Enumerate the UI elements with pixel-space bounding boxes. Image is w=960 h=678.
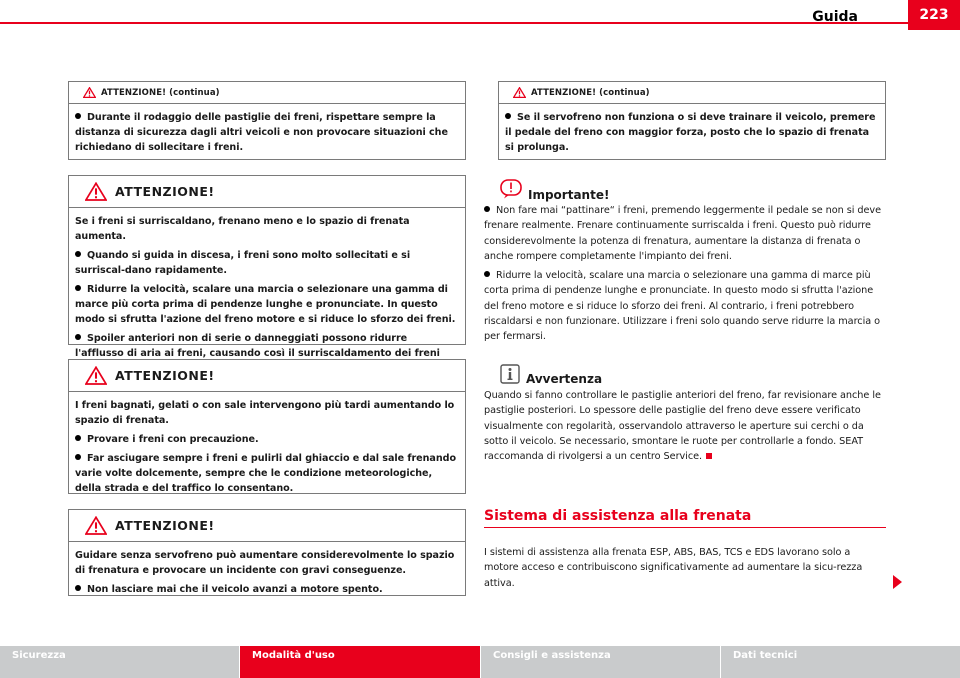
warning-box-no-servo <box>68 509 466 596</box>
warning-box-continued-right <box>498 81 886 160</box>
warning-triangle-icon <box>85 366 107 385</box>
header-rule <box>0 22 908 24</box>
chapter-title: Guida <box>812 9 858 25</box>
footer-tab-sicurezza[interactable]: Sicurezza <box>0 646 240 678</box>
warning-box-body <box>499 104 885 161</box>
warning-box-title: ATTENZIONE! <box>115 184 215 199</box>
important-heading <box>500 176 609 202</box>
warning-box-header <box>69 176 465 208</box>
footer-tab-dati-tecnici[interactable]: Dati tecnici <box>720 646 960 678</box>
warning-box-header <box>69 82 465 104</box>
warning-item: Ridurre la velocità, scalare una marcia o selezionare una gamma di marce più corta prima di pendenze lunghe e pronunciate. In questo modo si sfrutta l'azione del freno motore e si riduce lo sforzo dei freni. <box>75 284 456 325</box>
important-body <box>484 203 886 349</box>
note-title: Avvertenza <box>526 372 603 386</box>
warning-box-header <box>69 360 465 392</box>
warning-box-body <box>69 104 465 161</box>
warning-box-body <box>69 392 465 502</box>
warning-triangle-icon <box>83 87 96 98</box>
important-item: Non fare mai “pattinare“ i freni, premendo leggermente il pedale se non si deve frenare realmente. Frenare continuamente surriscalda i freni. Questo può ridurre considerevolmente la potenza di frenatura, aumentare la distanza di frenata o anche rompere completamente l'impianto dei freni. <box>484 205 881 262</box>
warning-box-continued-left <box>68 81 466 160</box>
warning-item: Durante il rodaggio delle pastiglie dei freni, rispettare sempre la distanza di sicurezza dagli altri veicoli e non provocare situazioni che richiedano di sollecitare i freni. <box>75 112 448 153</box>
warning-box-title: ATTENZIONE! (continua) <box>101 87 220 98</box>
bullet-icon <box>75 334 81 340</box>
warning-item: Quando si guida in discesa, i freni sono molto sollecitati e si surriscal-dano rapidamente. <box>75 250 411 276</box>
bullet-icon <box>75 285 81 291</box>
warning-box-overheating <box>68 175 466 359</box>
important-exclamation-icon <box>500 179 522 199</box>
warning-box-title: ATTENZIONE! (continua) <box>531 87 650 98</box>
warning-triangle-icon <box>85 516 107 535</box>
bullet-icon <box>75 435 81 441</box>
warning-box-title: ATTENZIONE! <box>115 518 215 533</box>
warning-item: Non lasciare mai che il veicolo avanzi a motore spento. <box>75 582 459 597</box>
bullet-icon <box>484 271 490 277</box>
warning-box-body <box>69 542 465 603</box>
warning-box-header <box>499 82 885 104</box>
warning-item: Se il servofreno non funziona o si deve trainare il veicolo, premere il pedale del freno con maggior forza, posto che lo spazio di frenata si prolunga. <box>505 112 876 153</box>
bullet-icon <box>75 454 81 460</box>
note-heading <box>500 362 602 386</box>
warning-triangle-icon <box>513 87 526 98</box>
bullet-icon <box>75 251 81 257</box>
warning-box-title: ATTENZIONE! <box>115 368 215 383</box>
section-heading: Sistema di assistenza alla frenata <box>484 508 752 524</box>
page-number: 223 <box>908 0 960 30</box>
section-rule <box>484 527 886 528</box>
warning-intro: Guidare senza servofreno può aumentare considerevolmente lo spazio di frenatura e provocare un incidente con gravi conseguenze. <box>75 550 455 576</box>
bullet-icon <box>505 113 511 119</box>
important-item: Ridurre la velocità, scalare una marcia o selezionare una gamma di marce più corta prima di pendenze lunghe e pronunciate. In questo modo si sfrutta l'azione del freno motore e si riduce lo sforzo dei freni. Al contrario, i freni potrebbero riscaldarsi e non funzionare. Utilizzare i freni solo quando serve ridurre la marcia o per fermarsi. <box>484 270 880 343</box>
warning-item: Spoiler anteriori non di serie o danneggiati possono ridurre l'afflusso di aria ai freni, causando così il surriscaldamento dei freni <box>75 333 440 359</box>
warning-intro: Se i freni si surriscaldano, frenano meno e lo spazio di frenata aumenta. <box>75 216 410 242</box>
footer-tab-modalita-uso[interactable]: Modalità d'uso <box>240 646 480 678</box>
bullet-icon <box>484 206 490 212</box>
section-text: I sistemi di assistenza alla frenata ESP, ABS, BAS, TCS e EDS lavorano solo a motore acceso e contribuiscono significativamente ad aumentare la sicu-rezza attiva. <box>484 547 863 589</box>
warning-triangle-icon <box>85 182 107 201</box>
info-note-icon <box>500 364 520 384</box>
footer-nav <box>0 646 960 678</box>
section-body <box>484 545 886 595</box>
warning-box-wet-brakes <box>68 359 466 494</box>
next-page-arrow-icon[interactable] <box>893 575 902 589</box>
warning-intro: I freni bagnati, gelati o con sale intervengono più tardi aumentando lo spazio di frenata. <box>75 400 455 426</box>
warning-box-body <box>69 208 465 382</box>
warning-item: Far asciugare sempre i freni e pulirli dal ghiaccio e dal sale frenando varie volte dolcemente, sempre che le condizione meteorologiche, della strada e del traffico lo consentano. <box>75 453 456 494</box>
bullet-icon <box>75 585 81 591</box>
warning-box-header <box>69 510 465 542</box>
note-text: Quando si fanno controllare le pastiglie anteriori del freno, far revisionare anche le pastiglie posteriori. Lo spessore delle pastiglie del freno deve essere verificato visualmente con regolarità, osservandolo attraverso le aperture sui cerchi o da sotto il veicolo. Se necessario, smontare le ruote per controllarle a fondo. SEAT raccomanda di rivolgersi a un centro Service. <box>484 390 881 463</box>
important-title: Importante! <box>528 188 610 202</box>
note-body <box>484 388 886 468</box>
bullet-icon <box>75 113 81 119</box>
end-of-section-mark <box>706 453 712 459</box>
warning-item: Provare i freni con precauzione. <box>75 432 459 447</box>
footer-tab-consigli-assistenza[interactable]: Consigli e assistenza <box>480 646 720 678</box>
